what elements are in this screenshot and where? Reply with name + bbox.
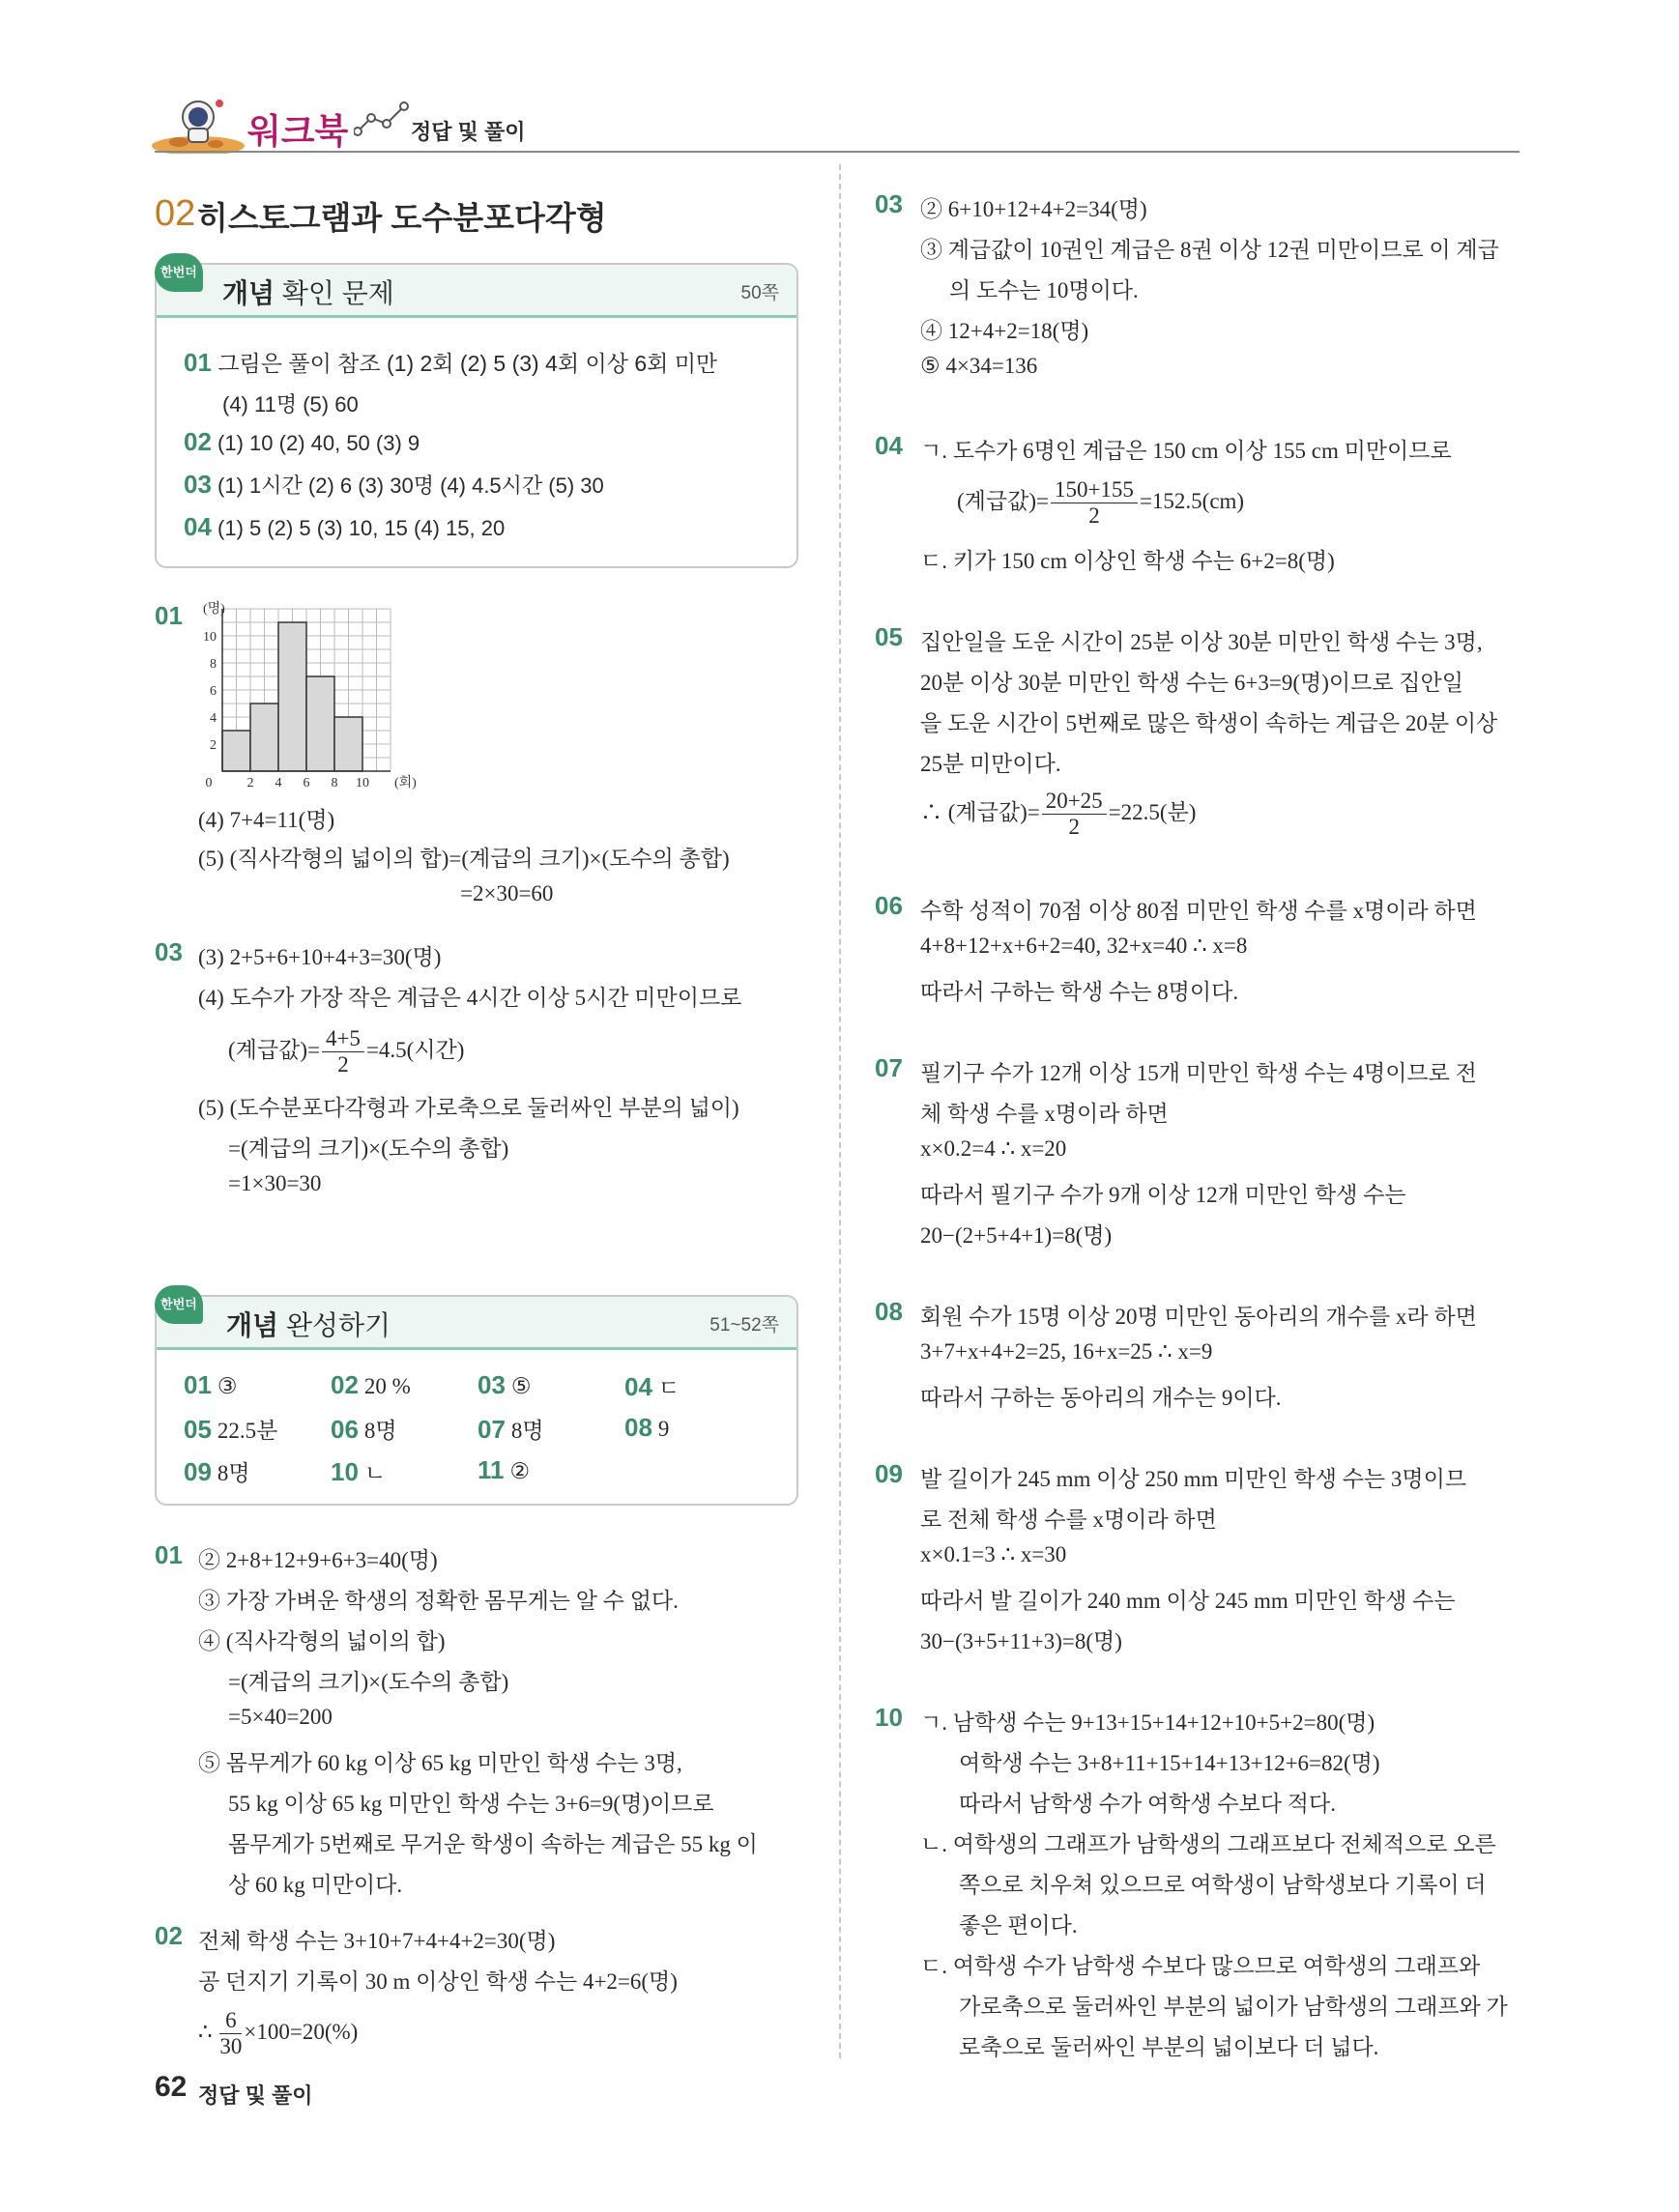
answer-row: 04 (1) 5 (2) 5 (3) 10, 15 (4) 15, 20: [184, 512, 506, 541]
solution-line: ㄷ. 여학생 수가 남학생 수보다 많으므로 여학생의 그래프와: [920, 1954, 1481, 1978]
solution-line: =1×30=30: [228, 1171, 322, 1195]
question-number: 10: [875, 1703, 903, 1732]
solution-line: 4+8+12+x+6+2=40, 32+x=40 ∴ x=8: [920, 934, 1248, 958]
solution-line: 로축으로 둘러싸인 부분의 넓이보다 더 넓다.: [959, 2035, 1379, 2059]
solution-line: 20−(2+5+4+1)=8(명): [920, 1223, 1113, 1248]
histogram-bar: [306, 676, 334, 771]
solution-line: ㄱ. 남학생 수는 9+13+15+14+12+10+5+2=80(명): [920, 1710, 1375, 1735]
solution-line: 상 60 kg 미만이다.: [228, 1873, 403, 1897]
astronaut-logo-icon: [150, 92, 246, 154]
solution-line: ② 2+8+12+9+6+3=40(명): [198, 1548, 438, 1572]
solution-line: 필기구 수가 12개 이상 15개 미만인 학생 수는 4명이므로 전: [920, 1061, 1477, 1085]
question-number: 03: [875, 189, 903, 218]
box-title: 개념 완성하기: [226, 1310, 391, 1340]
histogram-chart: [193, 597, 425, 790]
answer-row: 01 그림은 풀이 참조 (1) 2회 (2) 5 (3) 4회 이상 6회 미만: [184, 348, 718, 377]
answer-cell: 08 9: [624, 1413, 670, 1442]
solution-line: (3) 2+5+6+10+4+3=30(명): [198, 945, 442, 969]
solution-line: 을 도운 시간이 5번째로 많은 학생이 속하는 계급은 20분 이상: [920, 711, 1498, 735]
fraction-line: (계급값)= $\frac{150+155}{2}$ =152.5(cm): [957, 477, 1245, 528]
x-tick-label: 10: [356, 776, 369, 790]
fraction-line: (계급값)= $\frac{4+5}{2}$ =4.5(시간): [228, 1026, 465, 1077]
x-axis-label: (회): [394, 776, 417, 790]
solution-line: =2×30=60: [460, 881, 554, 905]
answer-cell: 05 22.5분: [184, 1415, 278, 1444]
solution-line: 20분 이상 30분 미만인 학생 수는 6+3=9(명)이므로 집안일: [920, 671, 1463, 695]
x-tick-label: 4: [275, 776, 282, 790]
histogram-bar: [222, 731, 250, 771]
solution-line: 회원 수가 15명 이상 20명 미만인 동아리의 개수를 x라 하면: [920, 1305, 1477, 1329]
solution-line: 따라서 발 길이가 240 mm 이상 245 mm 미만인 학생 수는: [920, 1589, 1456, 1613]
solution-line: ④ 12+4+2=18(명): [920, 319, 1089, 343]
answer-cell: 04 ㄷ: [624, 1372, 680, 1401]
header-subtitle: 정답 및 풀이: [411, 120, 526, 144]
histogram-bar: [278, 622, 306, 771]
solution-line: 발 길이가 245 mm 이상 250 mm 미만인 학생 수는 3명이므: [920, 1467, 1467, 1491]
solution-line: ③ 가장 가벼운 학생의 정확한 몸무게는 알 수 없다.: [198, 1589, 679, 1613]
solution-line: =(계급의 크기)×(도수의 총합): [228, 1670, 509, 1694]
y-tick-label: 8: [210, 657, 217, 672]
brand-title: 워크북: [247, 111, 349, 151]
answer-cell: 01 ③: [184, 1370, 238, 1399]
solution-line: ② 6+10+12+4+2=34(명): [920, 197, 1147, 221]
solution-line: 따라서 구하는 학생 수는 8명이다.: [920, 980, 1239, 1004]
answer-cell: 07 8명: [478, 1415, 544, 1444]
solution-line: (4) 7+4=11(명): [198, 808, 335, 832]
y-tick-label: 4: [210, 711, 217, 726]
answer-cell: 10 ㄴ: [331, 1457, 387, 1486]
solution-line: ④ (직사각형의 넓이의 합): [198, 1629, 446, 1653]
fraction-line: ∴ (계급값)= $\frac{20+25}{2}$ =22.5(분): [920, 789, 1197, 839]
question-number: 08: [875, 1297, 903, 1326]
box-tag: 한번더: [155, 1285, 203, 1324]
y-tick-label: 6: [210, 684, 217, 699]
y-tick-label: 10: [203, 630, 217, 645]
solution-line: 전체 학생 수는 3+10+7+4+4+2=30(명): [198, 1929, 556, 1953]
x-tick-label: 2: [246, 776, 254, 790]
answer-row: (4) 11명 (5) 60: [222, 392, 359, 417]
y-tick-label: 2: [210, 738, 217, 753]
question-number: 04: [875, 431, 903, 460]
page-number: 62: [155, 2071, 188, 2103]
solution-line: 30−(3+5+11+3)=8(명): [920, 1629, 1122, 1653]
concept-complete-box: [155, 1295, 798, 1506]
question-number: 06: [875, 891, 903, 920]
question-number: 02: [155, 1921, 183, 1950]
answer-row: 02 (1) 10 (2) 40, 50 (3) 9: [184, 427, 420, 456]
histogram-bar: [334, 717, 362, 771]
solution-line: 3+7+x+4+2=25, 16+x=25 ∴ x=9: [920, 1339, 1213, 1364]
answer-cell: 11 ②: [478, 1455, 531, 1484]
x-tick-label: 8: [331, 776, 338, 790]
box-page-ref: 50쪽: [740, 283, 779, 303]
solution-line: x×0.2=4 ∴ x=20: [920, 1136, 1067, 1161]
concept-check-box: [155, 263, 798, 568]
question-number: 01: [155, 1540, 183, 1569]
column-divider: [839, 164, 841, 2058]
solution-line: ㄷ. 키가 150 cm 이상인 학생 수는 6+2=8(명): [920, 549, 1335, 573]
question-number: 03: [155, 937, 183, 966]
y-axis-label: (명): [203, 602, 225, 617]
solution-line: 25분 미만이다.: [920, 752, 1061, 776]
section-number: 02: [155, 193, 196, 234]
solution-line: ⑤ 4×34=136: [920, 354, 1038, 378]
solution-line: ③ 계급값이 10권인 계급은 8권 이상 12권 미만이므로 이 계급: [920, 238, 1499, 262]
solution-line: 쪽으로 치우쳐 있으므로 여학생이 남학생보다 기록이 더: [959, 1873, 1487, 1897]
x-tick-label: 6: [303, 776, 310, 790]
answer-row: 03 (1) 1시간 (2) 6 (3) 30명 (4) 4.5시간 (5) 30: [184, 470, 604, 499]
question-number: 07: [875, 1053, 903, 1082]
solution-line: 의 도수는 10명이다.: [949, 278, 1139, 302]
solution-line: =5×40=200: [228, 1705, 333, 1729]
constellation-icon: [354, 101, 410, 139]
x-tick-label: 0: [205, 776, 213, 790]
solution-line: 공 던지기 기록이 30 m 이상인 학생 수는 4+2=6(명): [198, 1969, 678, 1994]
footer-label: 정답 및 풀이: [198, 2083, 313, 2108]
answer-cell: 09 8명: [184, 1457, 250, 1486]
solution-line: (5) (직사각형의 넓이의 합)=(계급의 크기)×(도수의 총합): [198, 847, 730, 871]
box-tag: 한번더: [155, 253, 203, 292]
fraction-line: ∴ $\frac{6}{30}$ ×100=20(%): [198, 2008, 359, 2058]
solution-line: 집안일을 도운 시간이 25분 이상 30분 미만인 학생 수는 3명,: [920, 630, 1483, 654]
solution-line: x×0.1=3 ∴ x=30: [920, 1542, 1067, 1566]
solution-line: 수학 성적이 70점 이상 80점 미만인 학생 수를 x명이라 하면: [920, 899, 1477, 923]
solution-line: 가로축으로 둘러싸인 부분의 넓이가 남학생의 그래프와 가: [959, 1995, 1508, 2019]
solution-line: 여학생 수는 3+8+11+15+14+13+12+6=82(명): [959, 1751, 1380, 1775]
answer-cell: 06 8명: [331, 1415, 397, 1444]
question-number: 01: [155, 601, 183, 630]
solution-line: 로 전체 학생 수를 x명이라 하면: [920, 1508, 1217, 1532]
histogram-bar: [250, 704, 278, 771]
box-page-ref: 51~52쪽: [709, 1315, 779, 1336]
solution-line: ㄴ. 여학생의 그래프가 남학생의 그래프보다 전체적으로 오른: [920, 1832, 1496, 1856]
solution-line: =(계급의 크기)×(도수의 총합): [228, 1136, 509, 1161]
answer-cell: 02 20 %: [331, 1370, 411, 1399]
question-number: 09: [875, 1459, 903, 1488]
solution-line: 55 kg 이상 65 kg 미만인 학생 수는 3+6=9(명)이므로: [228, 1792, 714, 1816]
solution-line: (5) (도수분포다각형과 가로축으로 둘러싸인 부분의 넓이): [198, 1096, 739, 1120]
solution-line: (4) 도수가 가장 작은 계급은 4시간 이상 5시간 미만이므로: [198, 986, 742, 1010]
section-title: 히스토그램과 도수분포다각형: [197, 200, 607, 236]
box-title: 개념 확인 문제: [222, 278, 394, 308]
solution-line: ㄱ. 도수가 6명인 계급은 150 cm 이상 155 cm 미만이므로: [920, 439, 1452, 463]
solution-line: 따라서 남학생 수가 여학생 수보다 적다.: [959, 1792, 1336, 1816]
solution-line: 좋은 편이다.: [959, 1913, 1078, 1938]
solution-line: 체 학생 수를 x명이라 하면: [920, 1102, 1169, 1126]
question-number: 05: [875, 622, 903, 651]
solution-line: 몸무게가 5번째로 무거운 학생이 속하는 계급은 55 kg 이: [228, 1832, 758, 1856]
header-divider: [155, 151, 1520, 153]
solution-line: ⑤ 몸무게가 60 kg 이상 65 kg 미만인 학생 수는 3명,: [198, 1751, 682, 1775]
solution-line: 따라서 필기구 수가 9개 이상 12개 미만인 학생 수는: [920, 1183, 1406, 1207]
solution-line: 따라서 구하는 동아리의 개수는 9이다.: [920, 1386, 1282, 1410]
answer-cell: 03 ⑤: [478, 1370, 532, 1399]
